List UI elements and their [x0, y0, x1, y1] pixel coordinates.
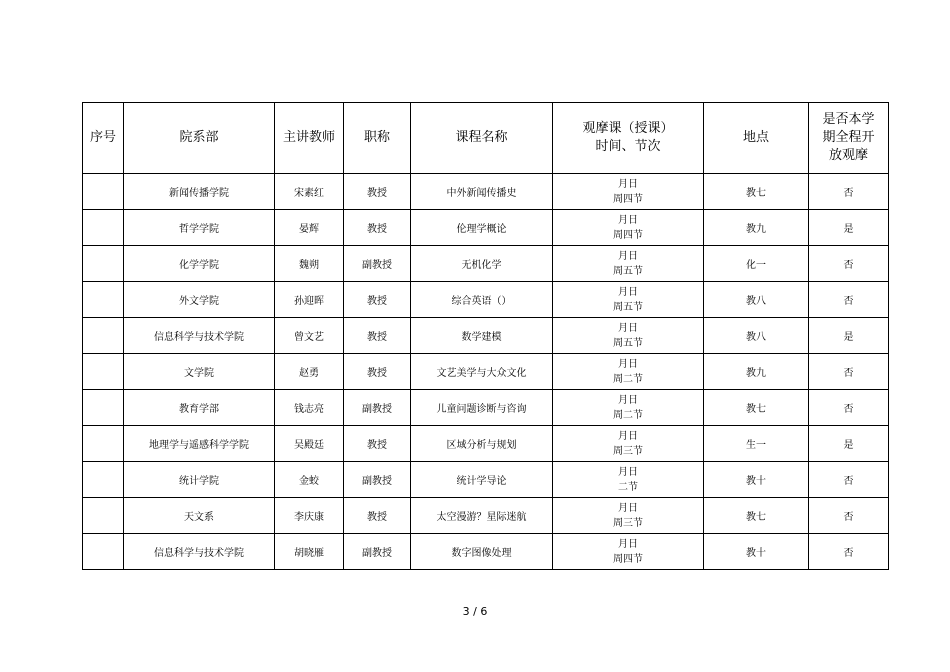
- cell-date: 月日: [618, 250, 638, 262]
- table-row: [83, 174, 889, 210]
- cell-index: [83, 318, 124, 354]
- cell-department: 统计学院: [124, 462, 275, 498]
- table-row: [83, 426, 889, 462]
- cell-title: 教授: [344, 354, 411, 390]
- cell-period: 二节: [618, 481, 638, 493]
- cell-course: 综合英语（）: [411, 282, 553, 318]
- header-open-line2: 期全程开: [822, 130, 875, 145]
- cell-location: 教十: [704, 462, 809, 498]
- cell-period: 周三节: [613, 445, 643, 457]
- cell-date: 月日: [618, 214, 638, 226]
- cell-date: 月日: [618, 286, 638, 298]
- cell-date: 月日: [618, 538, 638, 550]
- cell-period: 周四节: [613, 229, 643, 241]
- cell-date: 月日: [618, 322, 638, 334]
- cell-time: [553, 318, 704, 354]
- cell-period: 周五节: [613, 337, 643, 349]
- cell-teacher: 吴殿廷: [275, 426, 344, 462]
- cell-course: 统计学导论: [411, 462, 553, 498]
- cell-time: [553, 174, 704, 210]
- table-row: [83, 282, 889, 318]
- cell-department: 新闻传播学院: [124, 174, 275, 210]
- cell-time: [553, 210, 704, 246]
- cell-department: 信息科学与技术学院: [124, 318, 275, 354]
- cell-time: [553, 498, 704, 534]
- cell-period: 周三节: [613, 517, 643, 529]
- cell-teacher: 晏辉: [275, 210, 344, 246]
- cell-location: 教十: [704, 534, 809, 570]
- cell-title: 教授: [344, 318, 411, 354]
- cell-open: 是: [809, 210, 889, 246]
- header-time-line1: 观摩课（授课）: [582, 121, 674, 136]
- cell-course: 太空漫游？星际迷航: [411, 498, 553, 534]
- cell-time: [553, 462, 704, 498]
- table-row: [83, 210, 889, 246]
- cell-department: 地理学与遥感科学学院: [124, 426, 275, 462]
- cell-location: 教九: [704, 210, 809, 246]
- cell-period: 周四节: [613, 193, 643, 205]
- cell-period: 周二节: [613, 373, 643, 385]
- cell-index: [83, 174, 124, 210]
- cell-department: 外文学院: [124, 282, 275, 318]
- header-open-line3: 放观摩: [828, 148, 868, 163]
- page-number: 3 / 6: [462, 605, 488, 618]
- table-row: [83, 390, 889, 426]
- header-open: [809, 103, 889, 174]
- cell-department: 天文系: [124, 498, 275, 534]
- cell-time: [553, 534, 704, 570]
- cell-teacher: 金蛟: [275, 462, 344, 498]
- cell-index: [83, 354, 124, 390]
- cell-title: 副教授: [344, 246, 411, 282]
- cell-open: 否: [809, 462, 889, 498]
- cell-teacher: 宋素红: [275, 174, 344, 210]
- cell-open: 是: [809, 426, 889, 462]
- cell-department: 文学院: [124, 354, 275, 390]
- cell-date: 月日: [618, 466, 638, 478]
- cell-title: 副教授: [344, 390, 411, 426]
- table-row: [83, 318, 889, 354]
- cell-open: 否: [809, 498, 889, 534]
- cell-teacher: 李庆康: [275, 498, 344, 534]
- cell-teacher: 赵勇: [275, 354, 344, 390]
- cell-course: 文艺美学与大众文化: [411, 354, 553, 390]
- cell-date: 月日: [618, 430, 638, 442]
- cell-date: 月日: [618, 358, 638, 370]
- cell-location: 生一: [704, 426, 809, 462]
- cell-date: 月日: [618, 394, 638, 406]
- cell-index: [83, 246, 124, 282]
- cell-title: 副教授: [344, 462, 411, 498]
- cell-period: 周四节: [613, 553, 643, 565]
- cell-period: 周五节: [613, 265, 643, 277]
- cell-open: 否: [809, 354, 889, 390]
- cell-course: 区域分析与规划: [411, 426, 553, 462]
- cell-index: [83, 210, 124, 246]
- table-row: [83, 246, 889, 282]
- cell-index: [83, 426, 124, 462]
- header-location: 地点: [704, 103, 809, 174]
- table-row: [83, 354, 889, 390]
- cell-date: 月日: [618, 178, 638, 190]
- cell-course: 数学建模: [411, 318, 553, 354]
- table-row: [83, 534, 889, 570]
- cell-open: 否: [809, 390, 889, 426]
- course-schedule-table: [82, 102, 889, 570]
- cell-teacher: 曾文艺: [275, 318, 344, 354]
- table-header-row: [83, 103, 889, 174]
- cell-teacher: 魏朔: [275, 246, 344, 282]
- cell-time: [553, 282, 704, 318]
- cell-location: 教七: [704, 390, 809, 426]
- cell-location: 教八: [704, 318, 809, 354]
- header-department: 院系部: [124, 103, 275, 174]
- cell-department: 信息科学与技术学院: [124, 534, 275, 570]
- cell-index: [83, 498, 124, 534]
- cell-index: [83, 390, 124, 426]
- cell-time: [553, 426, 704, 462]
- header-time-line2: 时间、节次: [595, 139, 661, 154]
- cell-department: 哲学学院: [124, 210, 275, 246]
- cell-course: 儿童问题诊断与咨询: [411, 390, 553, 426]
- header-index: 序号: [83, 103, 124, 174]
- cell-date: 月日: [618, 502, 638, 514]
- cell-location: 教九: [704, 354, 809, 390]
- cell-department: 化学学院: [124, 246, 275, 282]
- cell-open: 否: [809, 534, 889, 570]
- cell-time: [553, 354, 704, 390]
- cell-course: 无机化学: [411, 246, 553, 282]
- cell-location: 教八: [704, 282, 809, 318]
- header-title: 职称: [344, 103, 411, 174]
- cell-time: [553, 390, 704, 426]
- cell-teacher: 孙迎晖: [275, 282, 344, 318]
- cell-time: [553, 246, 704, 282]
- header-course: 课程名称: [411, 103, 553, 174]
- cell-location: 化一: [704, 246, 809, 282]
- cell-open: 否: [809, 282, 889, 318]
- table-row: [83, 498, 889, 534]
- cell-title: 教授: [344, 426, 411, 462]
- cell-period: 周二节: [613, 409, 643, 421]
- cell-index: [83, 282, 124, 318]
- cell-open: 否: [809, 174, 889, 210]
- cell-location: 教七: [704, 174, 809, 210]
- cell-title: 教授: [344, 498, 411, 534]
- cell-course: 伦理学概论: [411, 210, 553, 246]
- cell-teacher: 钱志亮: [275, 390, 344, 426]
- cell-title: 教授: [344, 174, 411, 210]
- cell-title: 副教授: [344, 534, 411, 570]
- header-open-line1: 是否本学: [822, 112, 875, 127]
- header-time: [553, 103, 704, 174]
- cell-teacher: 胡晓雁: [275, 534, 344, 570]
- cell-title: 教授: [344, 210, 411, 246]
- cell-index: [83, 534, 124, 570]
- header-teacher: 主讲教师: [275, 103, 344, 174]
- cell-open: 是: [809, 318, 889, 354]
- cell-course: 中外新闻传播史: [411, 174, 553, 210]
- table-row: [83, 462, 889, 498]
- cell-title: 教授: [344, 282, 411, 318]
- cell-open: 否: [809, 246, 889, 282]
- cell-index: [83, 462, 124, 498]
- cell-department: 教育学部: [124, 390, 275, 426]
- cell-course: 数字图像处理: [411, 534, 553, 570]
- cell-location: 教七: [704, 498, 809, 534]
- cell-period: 周五节: [613, 301, 643, 313]
